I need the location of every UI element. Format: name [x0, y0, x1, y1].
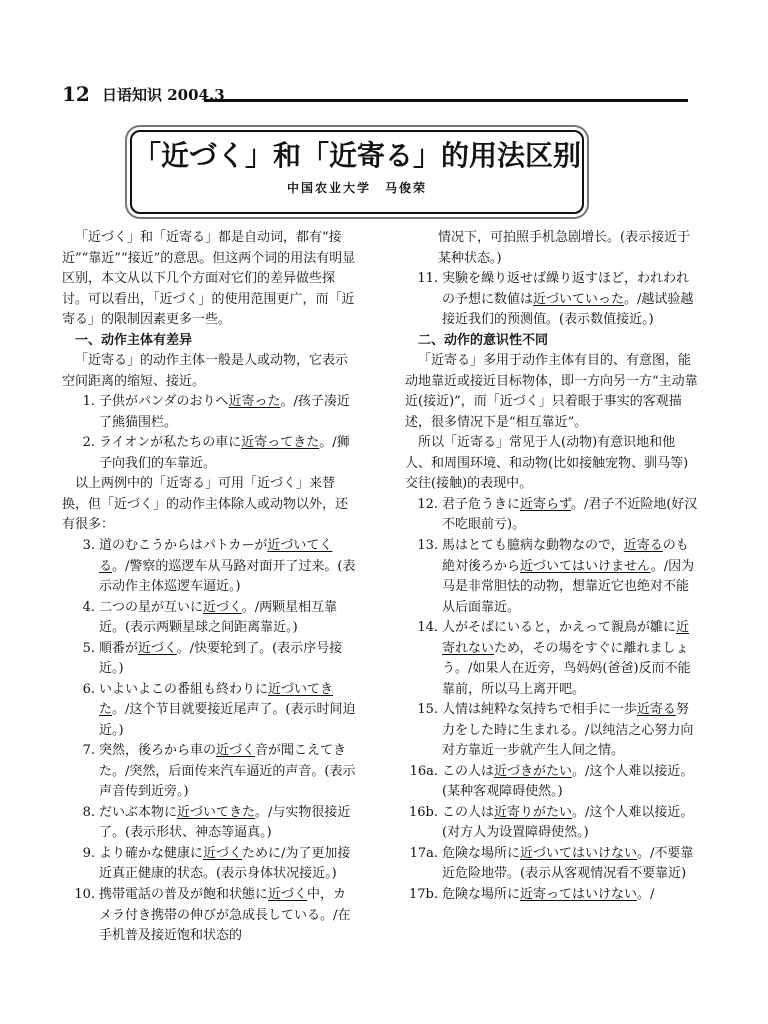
example-item: 16a. この人は近づきがたい。/这个人难以接近。(某种客观障碍使然。): [409, 763, 694, 800]
example-item: 12. 君子危うきに近寄らず。/君子不近险地(好汉不吃眼前亏)。: [417, 496, 698, 533]
section-heading-2: 二、动作的意识性不同: [418, 332, 549, 348]
page-number: 12: [62, 82, 90, 106]
example-item: 15. 人情は純粋な気持ちで相手に一歩近寄る努力をした時に生まれる。/以纯洁之心努力向对方靠近一步就产生人间之情。: [417, 702, 694, 759]
right-column: [405, 228, 701, 906]
article-title: 「近づく」和「近寄る」的用法区别: [132, 139, 581, 172]
author-line: 中国农业大学 马俊荣: [286, 181, 427, 195]
example-item: 8. だいぶ本物に近づいてきた。/与实物很接近了。(表示形状、神态等逼真。): [82, 804, 351, 841]
example-item: 16b. この人は近寄りがたい。/这个人难以接近。(对方人为设置障碍使然。): [409, 804, 694, 841]
continued-text: 情况下，可拍照手机急剧增长。(表示接近于某种状态。): [438, 230, 691, 266]
example-item: 14. 人がそばにいると，かえって親鳥が雛に近寄れないため，その場をすぐに離れましょう。/如果人在近旁，鸟妈妈(爸爸)反而不能靠前，所以马上离开吧。: [417, 620, 691, 697]
page-header: [62, 82, 688, 106]
paragraph-3: 「近寄る」多用于动作主体有目的、有意图，能动地靠近或接近目标物体，即一方向另一方“主动靠近(接近)”，而「近づく」只着眼于事实的客观描述，很多情况下是“相互靠近”。: [405, 353, 698, 430]
example-item: 13. 馬はとても臆病な動物なので，近寄るのも絶対後ろから近づいてはいけません。/因为马是非常胆怯的动物，想靠近它也绝对不能从后面靠近。: [417, 537, 695, 615]
left-column: [62, 228, 358, 947]
example-item: 2. ライオンが私たちの車に近寄ってきた。/狮子向我们的车靠近。: [82, 435, 350, 471]
example-item: 4. 二つの星が互いに近づく。/两颗星相互靠近。(表示两颗星球之间距离靠近。): [82, 599, 338, 636]
example-item: 3. 道のむこうからはパトカーが近づいてくる。/警察的巡逻车从马路对面开了过来。(表示动作主体巡逻车逼近。): [82, 537, 356, 595]
example-item: 17a. 危険な場所に近づいてはいけない。/不要靠近危险地带。(表示从客观情况看不要靠近): [409, 845, 694, 882]
example-item: 17b. 危険な場所に近寄ってはいけない。/: [409, 887, 655, 902]
example-item: 5. 順番が近づく。/快要轮到了。(表示序号接近。): [82, 640, 343, 677]
section-heading-1: 一、动作主体有差异: [75, 332, 193, 348]
example-item: 7. 突然，後ろから車の近づく音が聞こえてきた。/突然，后面传来汽车逼近的声音。(表示声音传到近旁。): [82, 743, 356, 800]
example-item: 1. 子供がパンダのおりへ近寄った。/孩子凑近了熊猫围栏。: [82, 394, 350, 430]
paragraph-1: 「近寄る」的动作主体一般是人或动物，它表示空间距离的缩短、接近。: [62, 353, 349, 389]
example-item: 11. 実験を繰り返せば繰り返すほど，われわれの予想に数値は近づいていった。/越试验越接近我们的预测值。(表示数值接近。): [417, 271, 694, 328]
example-item: 9. より確かな健康に近づくために/为了更加接近真正健康的状态。(表示身体状况接近。): [82, 845, 351, 882]
intro-paragraph: 「近づく」和「近寄る」都是自动词，都有“接近”“靠近”“接近”的意思。但这两个词的用法有明显区别，本文从以下几个方面对它们的差异做些探讨。可以看出，「近づく」的使用范围更广，而「近寄る」的限制因素更多一些。: [62, 230, 356, 328]
title-box: [130, 130, 584, 214]
paragraph-2: 以上两例中的「近寄る」可用「近づく」来替换，但「近づく」的动作主体除人或动物以外，还有很多：: [62, 476, 349, 533]
example-item: 10. 携帯電話の普及が飽和状態に近づく中，カメラ付き携帯の伸びが急成長している。/在手机普及接近饱和状态的: [74, 887, 351, 944]
magazine-issue: 日语知识 2004.3: [102, 86, 225, 104]
example-item: 6. いよいよこの番組も終わりに近づいてきた。/这个节目就要接近尾声了。(表示时间迫近。): [82, 681, 356, 738]
header-rule: [204, 99, 688, 102]
paragraph-4: 所以「近寄る」常见于人(动物)有意识地和他人、和周围环境、和动物(比如接触宠物、驯马等)交往(接触)的表现中。: [405, 435, 689, 492]
